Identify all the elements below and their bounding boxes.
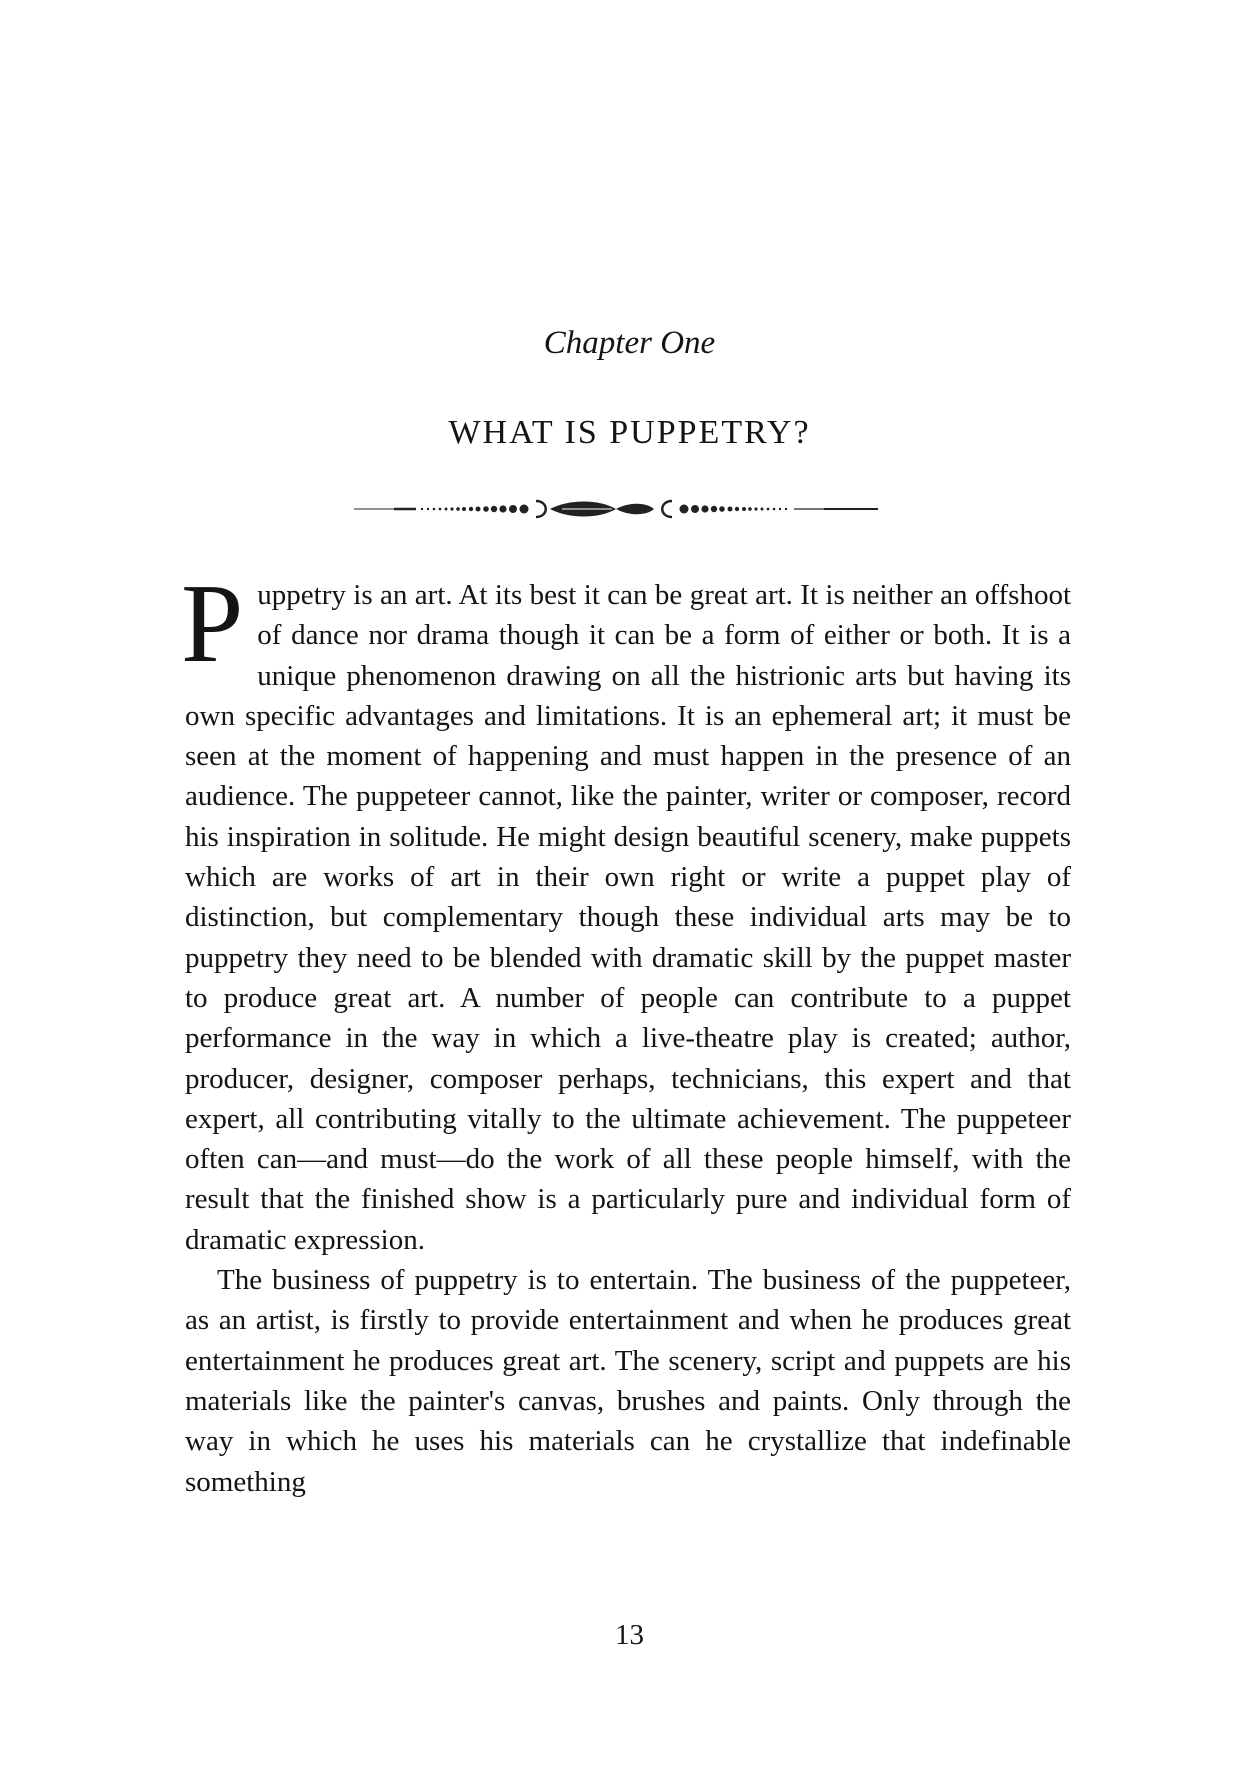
paragraph-two: The business of puppetry is to entertain. The business of the puppeteer, as an artist, is firstly to provide entertainment and when he produces great entertainment he produces great art. The scenery, script and puppets are his materials like the painter's canvas, brushes and paints. Only through the way in which he uses his materials can he crystallize that indefinable something [185, 1264, 1071, 1498]
chapter-title: WHAT IS PUPPETRY? [448, 414, 811, 451]
paragraph-one [181, 562, 1071, 1260]
paragraph-one-text: uppetry is an art. At its best it can be great art. It is neither an offshoot of dance nor drama though it can be a form of either or both. It is a unique phenomenon drawing on all the histrionic arts but having its own specific advantages and limitations. It is an ephemeral art; it must be seen at the moment of happening and must happen in the presence of an audience. The puppeteer cannot, like the painter, writer or composer, record his inspiration in solitude. He might design beautiful scenery, make puppets which are works of art in their own right or write a puppet play of distinction, but complementary though these individual arts may be to puppetry they need to be blended with dramatic skill by the puppet master to produce great art. A number of people can contribute to a puppet performance in the way in which a live-theatre play is created; author, producer, designer, composer perhaps, technicians, this expert and that expert, all contributing vitally to the ultimate achievement. The puppeteer often can—and must—do the work of all these people himself, with the result that the finished show is a particularly pure and individual form of dramatic expression. [185, 579, 1071, 1256]
chapter-label: Chapter One [543, 325, 716, 361]
ornamental-rule-icon [354, 497, 878, 521]
chapter-body [181, 562, 1071, 1502]
page-number: 13 [615, 1619, 644, 1651]
drop-cap: P [181, 562, 244, 686]
